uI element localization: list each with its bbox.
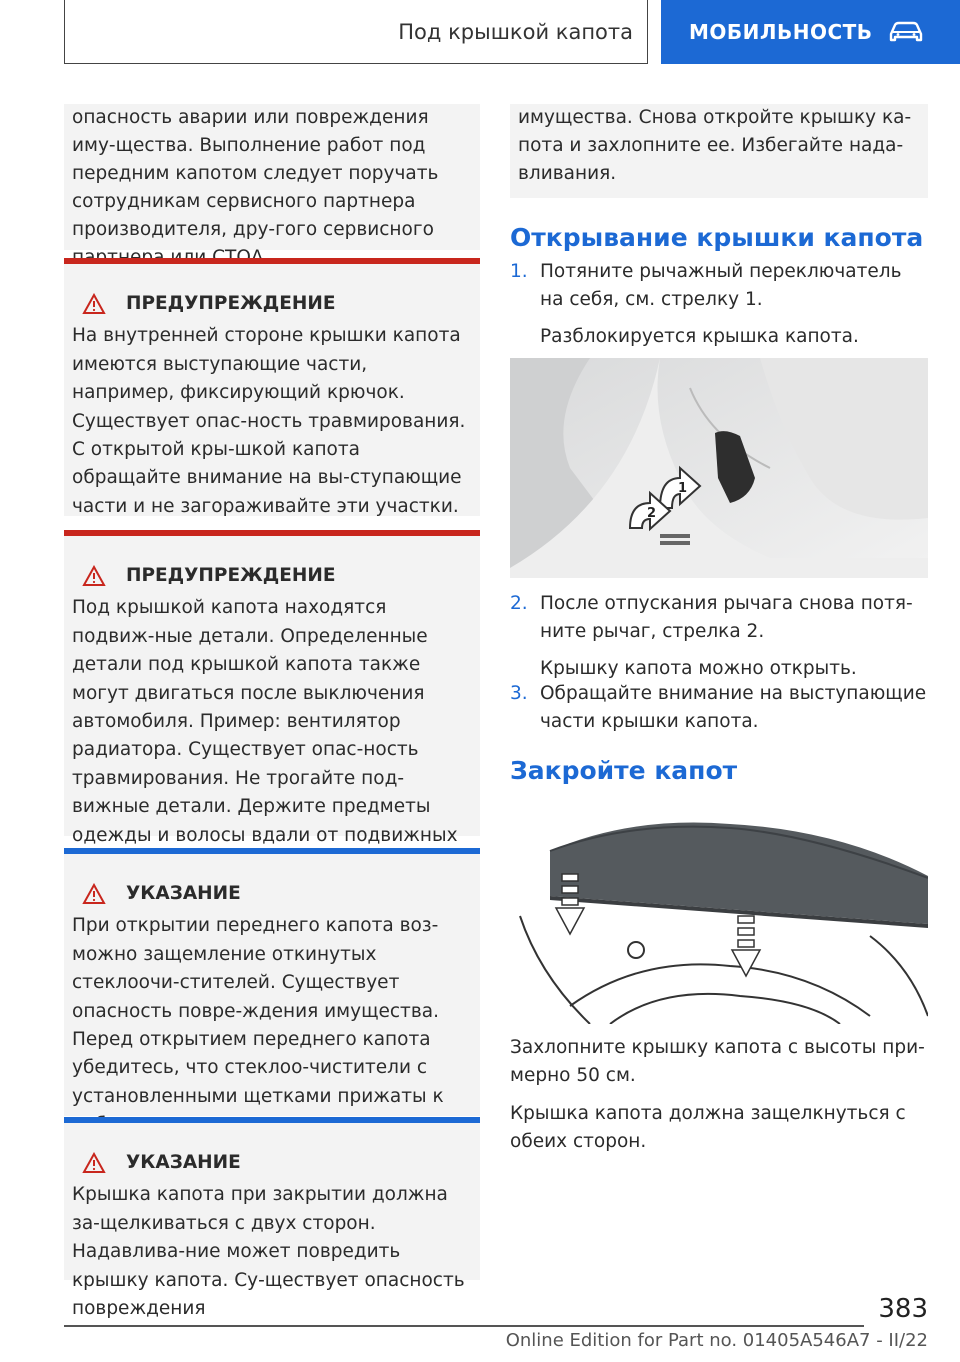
section-heading-close: Закройте капот <box>510 756 738 785</box>
arrow-1-label: 1 <box>678 481 688 496</box>
page-number: 383 <box>878 1294 928 1324</box>
notice-title-row <box>72 1149 472 1177</box>
hood-release-lever-figure <box>510 358 928 578</box>
footer-divider <box>64 1325 864 1327</box>
notice-box <box>64 1117 480 1320</box>
step-3 <box>510 680 928 737</box>
warning-title-row <box>72 290 472 318</box>
warning-box <box>64 258 480 516</box>
chapter-header <box>64 0 648 64</box>
step-result: Разблокируется крышка капота. <box>540 325 859 347</box>
intro-text: опасность аварии или повреждения иму-щества. Выполнение работ под передним капотом следует поручать сотрудникам сервисного партнера производителя, дру-гого сервисного <box>72 107 439 240</box>
step-text: После отпускания рычага снова потя-ните рычаг, стрелка 2. <box>540 593 913 643</box>
arrow-2-label: 2 <box>647 506 657 521</box>
section-title: МОБИЛЬНОСТЬ <box>689 20 873 44</box>
notice-title: УКАЗАНИЕ <box>126 883 241 904</box>
step-2 <box>510 590 928 683</box>
notice-title: УКАЗАНИЕ <box>126 1152 241 1173</box>
step-number: 3. <box>510 683 528 704</box>
left-column <box>64 104 480 250</box>
warning-title: ПРЕДУПРЕЖДЕНИЕ <box>126 565 336 586</box>
section-tab <box>661 0 960 64</box>
notice-triangle-icon <box>82 1152 106 1174</box>
warning-title-row <box>72 562 472 590</box>
chapter-title: Под крышкой капота <box>398 19 633 44</box>
step-text: Обращайте внимание на выступающие части крышки капота. <box>540 683 927 733</box>
close-instructions <box>510 1034 928 1157</box>
close-hood-figure <box>510 816 928 1024</box>
notice-triangle-icon <box>82 883 106 905</box>
warning-text: На внутренней стороне крышки капота имеются выступающие части, например, фиксирующий крючок. Существует опас-ность травмирования. С открытой кры-шкой капота обращайте внимание на вы-ступающие части и не загораживайте эти участки. <box>72 325 466 517</box>
step-number: 1. <box>510 261 528 282</box>
warning-box <box>64 530 480 846</box>
continued-text: имущества. Снова откройте крышку ка-пота и захлопните ее. Избегайте нада-вливания. <box>518 107 912 184</box>
notice-box <box>64 848 480 1116</box>
notice-title-row <box>72 880 472 908</box>
close-paragraph: Захлопните крышку капота с высоты при-мерно 50 см. <box>510 1037 925 1087</box>
intro-box <box>64 104 480 250</box>
warning-text: Под крышкой капота находятся подвиж-ные детали. Определенные детали под крышкой капота также могут двигаться после выключения автомобиля. Пример: вентилятор радиатора. Существует опас-ность травмирования. Не трогайте под-вижные детали. Держите предметы одежды и волосы вдали от подвижных <box>72 597 458 846</box>
warning-triangle-icon <box>82 293 106 315</box>
step-1 <box>510 258 928 351</box>
notice-text: Крышка капота при закрытии должна за-щелкиваться с двух сторон. Надавлива-ние может повредить крышку капота. Су-ществует опасность повреждения <box>72 1184 465 1320</box>
step-result: Крышку капота можно открыть. <box>540 657 857 679</box>
section-heading-open: Открывание крышки капота <box>510 223 924 252</box>
notice-text: При открытии переднего капота воз-можно защемление откинутых стеклоочи-стителей. Существует опасность повре-ждения имущества. Перед открытием переднего капота убедитесь, что стеклоо-чистители с установленными щетками прижаты к <box>72 915 444 1107</box>
step-number: 2. <box>510 593 528 614</box>
continued-box <box>510 104 928 198</box>
car-icon <box>887 20 925 44</box>
warning-triangle-icon <box>82 565 106 587</box>
close-paragraph: Крышка капота должна защелкнуться с обеих сторон. <box>510 1102 906 1153</box>
step-text: Потяните рычажный переключатель на себя, см. стрелку 1. <box>540 261 902 311</box>
edition-note: Online Edition for Part no. 01405A546A7 - II/22 <box>505 1330 928 1351</box>
warning-title: ПРЕДУПРЕЖДЕНИЕ <box>126 293 336 314</box>
